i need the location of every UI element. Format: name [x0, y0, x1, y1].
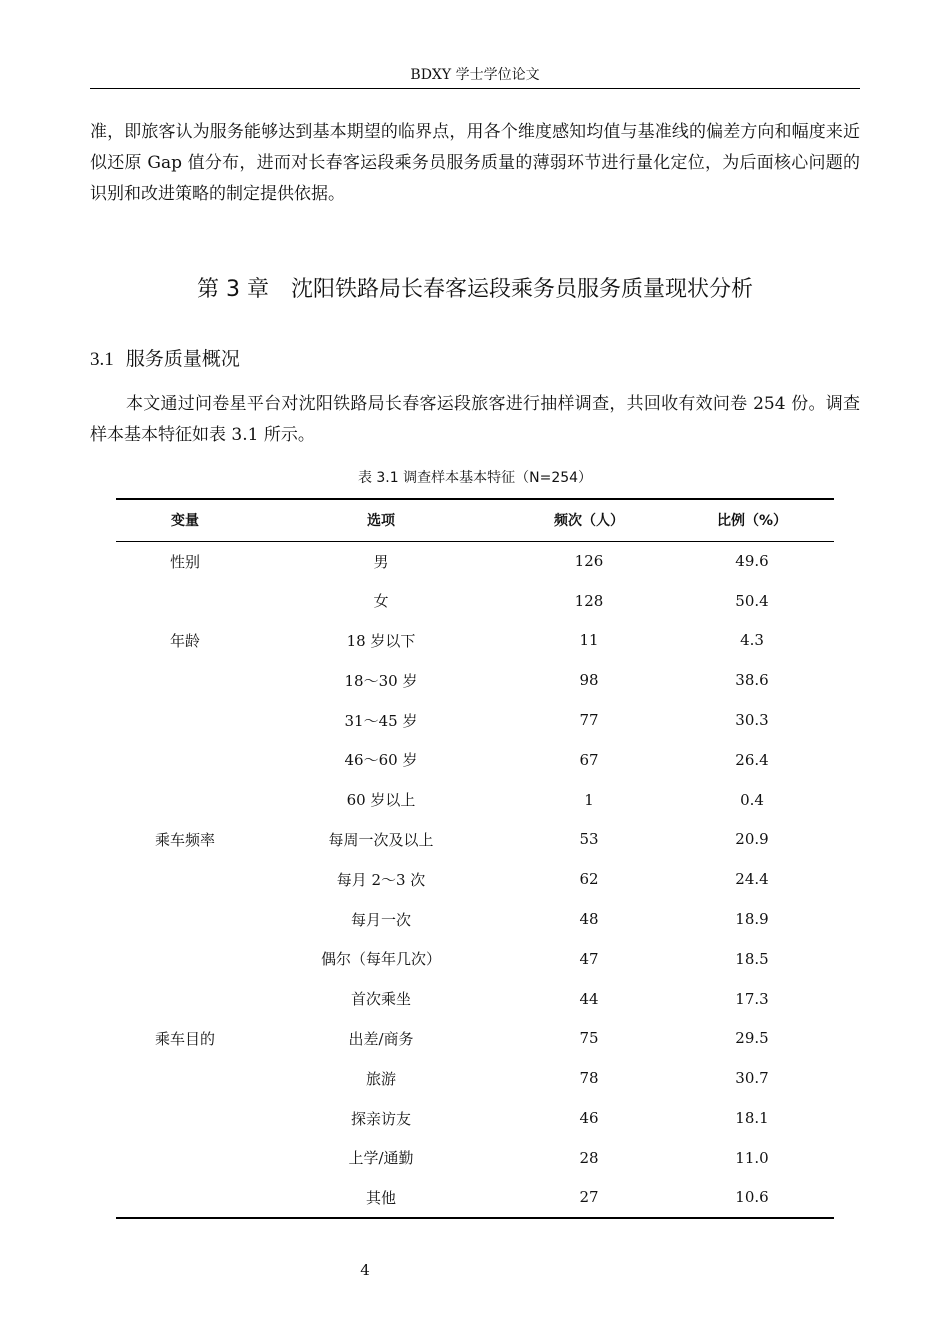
cell-count: 98 — [579, 671, 599, 690]
cell-percent: 11.0 — [735, 1148, 769, 1167]
cell-percent: 4.3 — [740, 631, 764, 650]
cell-option: 女 — [373, 592, 389, 611]
cell-count: 77 — [579, 711, 599, 730]
cell-count: 44 — [579, 989, 599, 1008]
cell-variable — [116, 740, 254, 780]
cell-variable — [116, 660, 254, 700]
cell-variable — [116, 581, 254, 621]
cell-option: 其他 — [254, 1178, 508, 1218]
cell-count: 27 — [508, 1178, 670, 1218]
column-header-percent: 比例（%） — [670, 499, 834, 541]
cell-option: 上学/通勤 — [348, 1149, 414, 1168]
cell-count: 48 — [579, 910, 599, 929]
cell-variable — [116, 1178, 254, 1218]
cell-count: 75 — [579, 1029, 599, 1048]
cell-variable — [116, 1098, 254, 1138]
cell-variable — [116, 1058, 254, 1098]
cell-count: 78 — [579, 1069, 599, 1088]
cell-option: 首次乘坐 — [350, 990, 411, 1009]
cell-variable — [116, 939, 254, 979]
chapter-title: 第 3 章 沈阳铁路局长春客运段乘务员服务质量现状分析 — [197, 277, 753, 302]
cell-option: 旅游 — [365, 1069, 396, 1088]
running-header — [90, 64, 860, 89]
table-body — [116, 541, 834, 1218]
table-row — [116, 1019, 834, 1059]
table-row — [116, 700, 834, 740]
table-row — [116, 660, 834, 700]
table-row — [116, 1058, 834, 1098]
column-header-variable: 变量 — [116, 499, 254, 541]
table-row — [116, 541, 834, 581]
table-caption: 表 3.1 调查样本基本特征（N=254） — [357, 470, 593, 486]
cell-count: 11 — [579, 631, 599, 650]
cell-percent: 49.6 — [735, 552, 769, 571]
cell-variable — [116, 859, 254, 899]
cell-percent: 10.6 — [670, 1178, 834, 1218]
cell-count: 67 — [579, 750, 599, 769]
cell-count: 47 — [579, 949, 599, 968]
cell-variable — [116, 979, 254, 1019]
cell-percent: 18.1 — [735, 1109, 769, 1128]
cell-count: 128 — [574, 591, 604, 610]
cell-variable: 性别 — [169, 552, 200, 571]
table-row — [116, 581, 834, 621]
cell-count: 28 — [579, 1148, 599, 1167]
running-header-title: BDXY 学士学位论文 — [410, 67, 540, 83]
cell-percent: 26.4 — [735, 750, 769, 769]
column-header-option: 选项 — [254, 499, 508, 541]
cell-percent: 30.3 — [735, 711, 769, 730]
cell-option: 18 岁以下 — [346, 631, 416, 650]
table-row — [116, 1178, 834, 1218]
cell-count: 46 — [579, 1109, 599, 1128]
cell-option: 每月一次 — [350, 910, 411, 929]
cell-option: 每周一次及以上 — [328, 830, 434, 849]
section-number: 3.1 — [90, 349, 114, 370]
table-row — [116, 859, 834, 899]
cell-option: 31～45 岁 — [344, 711, 418, 730]
cell-percent: 18.5 — [735, 949, 769, 968]
cell-variable — [116, 899, 254, 939]
cell-variable — [116, 780, 254, 820]
table-row — [116, 820, 834, 860]
table-row — [116, 1138, 834, 1178]
cell-option: 探亲访友 — [350, 1109, 411, 1128]
cell-count: 53 — [579, 830, 599, 849]
cell-percent: 24.4 — [735, 870, 769, 889]
page-number: 4 — [360, 1261, 370, 1279]
cell-count: 126 — [574, 552, 604, 571]
table-row — [116, 780, 834, 820]
table-header-row — [116, 499, 834, 541]
cell-variable — [116, 700, 254, 740]
cell-percent: 17.3 — [735, 989, 769, 1008]
cell-percent: 38.6 — [735, 671, 769, 690]
cell-variable: 乘车目的 — [154, 1029, 215, 1048]
table-row — [116, 899, 834, 939]
cell-percent: 30.7 — [735, 1069, 769, 1088]
cell-option: 男 — [373, 552, 389, 571]
section-heading — [90, 344, 240, 375]
cell-option: 46～60 岁 — [344, 751, 418, 770]
cell-variable — [116, 1138, 254, 1178]
section-title: 服务质量概况 — [125, 348, 240, 370]
table-row — [116, 740, 834, 780]
table-row — [116, 621, 834, 661]
cell-variable: 年龄 — [169, 631, 200, 650]
cell-variable: 乘车频率 — [154, 830, 215, 849]
cell-percent: 18.9 — [735, 910, 769, 929]
cell-count: 62 — [579, 870, 599, 889]
column-header-count: 频次（人） — [508, 499, 670, 541]
cell-option: 出差/商务 — [348, 1029, 414, 1048]
cell-option: 60 岁以上 — [346, 791, 416, 810]
table-row — [116, 979, 834, 1019]
cell-percent: 0.4 — [740, 790, 764, 809]
cell-option: 18～30 岁 — [344, 671, 418, 690]
cell-count: 1 — [584, 790, 594, 809]
cell-percent: 29.5 — [735, 1029, 769, 1048]
table-row — [116, 939, 834, 979]
body-paragraph-intro: 本文通过问卷星平台对沈阳铁路局长春客运段旅客进行抽样调查，共回收有效问卷 254 份。调查样本基本特征如表 3.1 所示。 — [90, 394, 860, 445]
cell-percent: 20.9 — [735, 830, 769, 849]
cell-option: 偶尔（每年几次） — [320, 950, 441, 969]
cell-percent: 50.4 — [735, 591, 769, 610]
sample-characteristics-table — [116, 498, 834, 1219]
cell-option: 每月 2～3 次 — [336, 870, 426, 889]
table-row — [116, 1098, 834, 1138]
body-paragraph: 准，即旅客认为服务能够达到基本期望的临界点，用各个维度感知均值与基准线的偏差方向和幅度来近似还原 Gap 值分布，进而对长春客运段乘务员服务质量的薄弱环节进行量化定位，为后面核心问题的识别和改进策略的制定提供依据。 — [90, 122, 860, 204]
